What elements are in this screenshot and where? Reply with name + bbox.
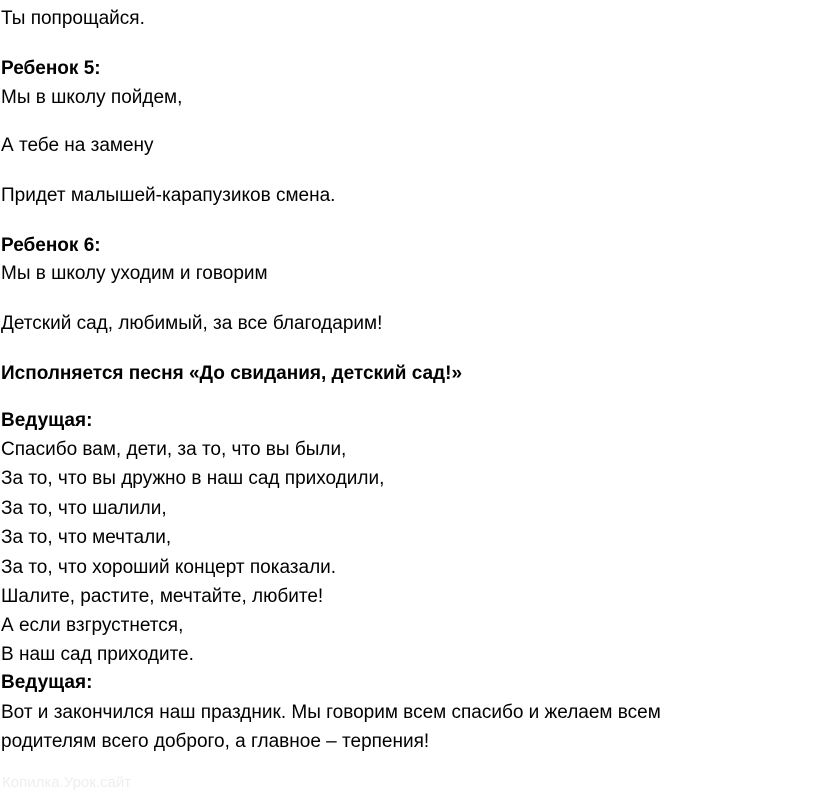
text-line: За то, что мечтали, [1, 527, 172, 548]
speaker-heading: Ведущая: [1, 410, 93, 431]
text-line: Вот и закончился наш праздник. Мы говорим всем спасибо и желаем всем [1, 702, 661, 723]
text-line: А тебе на замену [1, 135, 154, 156]
watermark: Копилка.Урок.сайт [2, 774, 132, 791]
text-line: Мы в школу уходим и говорим [1, 263, 268, 284]
text-line: родителям всего доброго, а главное – терпения! [1, 731, 430, 752]
text-line: Спасибо вам, дети, за то, что вы были, [1, 439, 347, 460]
speaker-heading: Ведущая: [1, 672, 93, 693]
text-line: Шалите, растите, мечтайте, любите! [1, 586, 324, 607]
text-line: Детский сад, любимый, за все благодарим! [1, 313, 383, 334]
speaker-heading: Ребенок 6: [1, 235, 101, 256]
text-line: Ты попрощайся. [1, 8, 145, 29]
text-line: За то, что хороший концерт показали. [1, 557, 337, 578]
text-line: Придет малышей-карапузиков смена. [1, 185, 336, 206]
speaker-heading: Ребенок 5: [1, 58, 101, 79]
text-line: За то, что шалили, [1, 498, 167, 519]
text-line: Мы в школу пойдем, [1, 87, 183, 108]
song-announcement: Исполняется песня «До свидания, детский сад!» [1, 363, 463, 384]
text-line: А если взгрустнется, [1, 615, 184, 636]
text-line: За то, что вы дружно в наш сад приходили, [1, 468, 385, 489]
text-line: В наш сад приходите. [1, 644, 194, 665]
